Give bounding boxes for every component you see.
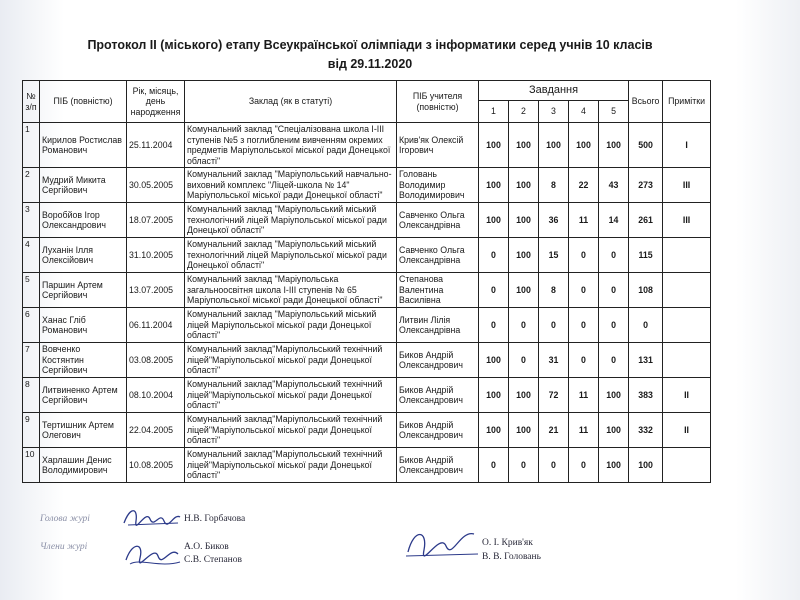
task-score: 11 [569, 378, 599, 413]
task-score: 21 [539, 413, 569, 448]
total-score: 0 [629, 308, 663, 343]
placement-note [663, 308, 711, 343]
table-row [23, 343, 711, 378]
table-row [23, 123, 711, 168]
teacher-name: Биков Андрій Олександрович [397, 413, 479, 448]
placement-note: II [663, 378, 711, 413]
header-name: ПІБ (повністю) [40, 81, 127, 123]
school-name: Комунальний заклад "Маріупольський міський технологічний ліцей Маріупольської міської ради Донецької області" [185, 238, 397, 273]
table-row [23, 378, 711, 413]
task-score: 0 [479, 238, 509, 273]
total-score: 332 [629, 413, 663, 448]
student-name: Мудрий Микита Сергійович [40, 168, 127, 203]
row-number: 7 [23, 343, 40, 378]
task-score: 43 [599, 168, 629, 203]
task-score: 14 [599, 203, 629, 238]
row-number: 2 [23, 168, 40, 203]
student-name: Ханас Гліб Романович [40, 308, 127, 343]
total-score: 383 [629, 378, 663, 413]
task-score: 100 [479, 413, 509, 448]
task-score: 100 [509, 378, 539, 413]
table-row [23, 273, 711, 308]
header-school: Заклад (як в статуті) [185, 81, 397, 123]
placement-note [663, 343, 711, 378]
total-score: 261 [629, 203, 663, 238]
header-notes: Примітки [663, 81, 711, 123]
birth-date: 03.08.2005 [127, 343, 185, 378]
task-score: 0 [539, 448, 569, 483]
task-score: 36 [539, 203, 569, 238]
member-name: О. І. Крив'як [482, 538, 533, 548]
placement-note [663, 273, 711, 308]
task-score: 11 [569, 413, 599, 448]
head-label: Голова журі [40, 514, 90, 524]
teacher-name: Биков Андрій Олександрович [397, 343, 479, 378]
header-task-number: 2 [509, 101, 539, 123]
task-score: 0 [569, 343, 599, 378]
header-num: № з/п [23, 81, 40, 123]
task-score: 8 [539, 273, 569, 308]
total-score: 131 [629, 343, 663, 378]
school-name: Комунальний заклад"Маріупольський технічний ліцей"Маріупольської міської ради Донецької області" [185, 413, 397, 448]
task-score: 100 [599, 413, 629, 448]
birth-date: 22.04.2005 [127, 413, 185, 448]
task-score: 0 [599, 273, 629, 308]
head-signature [120, 503, 184, 529]
school-name: Комунальний заклад "Спеціалізована школа І-ІІІ ступенів №5 з поглибленим вивченням окремих предметів Маріупольської міської ради Донецької області" [185, 123, 397, 168]
teacher-name: Головань Володимир Володимирович [397, 168, 479, 203]
total-score: 108 [629, 273, 663, 308]
task-score: 72 [539, 378, 569, 413]
teacher-name: Степанова Валентина Василівна [397, 273, 479, 308]
student-name: Харлашин Денис Володимирович [40, 448, 127, 483]
results-table [22, 80, 711, 483]
header-task-number: 4 [569, 101, 599, 123]
task-score: 0 [599, 308, 629, 343]
task-score: 31 [539, 343, 569, 378]
task-score: 8 [539, 168, 569, 203]
task-score: 100 [509, 238, 539, 273]
birth-date: 31.10.2005 [127, 238, 185, 273]
task-score: 0 [569, 273, 599, 308]
task-score: 0 [599, 343, 629, 378]
task-score: 100 [479, 123, 509, 168]
table-row [23, 168, 711, 203]
member-name: В. В. Головань [482, 552, 541, 562]
protocol-title [60, 36, 680, 74]
task-score: 0 [569, 448, 599, 483]
birth-date: 13.07.2005 [127, 273, 185, 308]
task-score: 100 [509, 413, 539, 448]
placement-note: III [663, 168, 711, 203]
head-name: Н.В. Горбачова [184, 514, 246, 524]
task-score: 100 [539, 123, 569, 168]
task-score: 0 [479, 448, 509, 483]
total-score: 500 [629, 123, 663, 168]
student-name: Паршин Артем Сергійович [40, 273, 127, 308]
student-name: Литвиненко Артем Сергійович [40, 378, 127, 413]
teacher-name: Биков Андрій Олександрович [397, 378, 479, 413]
task-score: 100 [509, 168, 539, 203]
task-score: 100 [509, 123, 539, 168]
birth-date: 06.11.2004 [127, 308, 185, 343]
school-name: Комунальний заклад"Маріупольський технічний ліцей"Маріупольської міської ради Донецької області" [185, 448, 397, 483]
birth-date: 25.11.2004 [127, 123, 185, 168]
placement-note [663, 238, 711, 273]
table-row [23, 308, 711, 343]
birth-date: 30.05.2005 [127, 168, 185, 203]
header-teacher: ПІБ учителя (повністю) [397, 81, 479, 123]
task-score: 0 [599, 238, 629, 273]
task-score: 0 [539, 308, 569, 343]
table-row [23, 238, 711, 273]
school-name: Комунальний заклад "Маріупольський навчально-виховний комплекс "Ліцей-школа № 14" Маріупольської міської ради Донецької області" [185, 168, 397, 203]
member-signature [400, 522, 480, 562]
task-score: 0 [509, 308, 539, 343]
row-number: 9 [23, 413, 40, 448]
task-score: 0 [479, 308, 509, 343]
task-score: 100 [599, 448, 629, 483]
row-number: 10 [23, 448, 40, 483]
task-score: 0 [569, 238, 599, 273]
member-name: А.О. Биков [184, 542, 229, 552]
birth-date: 18.07.2005 [127, 203, 185, 238]
title-date: від 29.11.2020 [327, 57, 413, 71]
school-name: Комунальний заклад"Маріупольський технічний ліцей"Маріупольської міської ради Донецької області" [185, 343, 397, 378]
student-name: Воробйов Ігор Олександрович [40, 203, 127, 238]
task-score: 100 [479, 343, 509, 378]
row-number: 8 [23, 378, 40, 413]
header-task-number: 5 [599, 101, 629, 123]
student-name: Тертишник Артем Олегович [40, 413, 127, 448]
placement-note: I [663, 123, 711, 168]
header-task-number: 3 [539, 101, 569, 123]
row-number: 6 [23, 308, 40, 343]
birth-date: 08.10.2004 [127, 378, 185, 413]
header-tasks: Завдання [479, 81, 629, 101]
placement-note: II [663, 413, 711, 448]
teacher-name: Биков Андрій Олександрович [397, 448, 479, 483]
member-name: С.В. Степанов [184, 555, 242, 565]
task-score: 100 [569, 123, 599, 168]
total-score: 115 [629, 238, 663, 273]
task-score: 100 [599, 123, 629, 168]
row-number: 5 [23, 273, 40, 308]
placement-note [663, 448, 711, 483]
task-score: 22 [569, 168, 599, 203]
task-score: 100 [509, 273, 539, 308]
task-score: 100 [479, 378, 509, 413]
task-score: 11 [569, 203, 599, 238]
task-score: 0 [509, 448, 539, 483]
task-score: 100 [479, 168, 509, 203]
row-number: 3 [23, 203, 40, 238]
task-score: 100 [599, 378, 629, 413]
teacher-name: Савченко Ольга Олександрівна [397, 238, 479, 273]
placement-note: III [663, 203, 711, 238]
header-dob: Рік, місяць, день народження [127, 81, 185, 123]
header-total: Всього [629, 81, 663, 123]
total-score: 100 [629, 448, 663, 483]
school-name: Комунальний заклад "Маріупольський міський технологічний ліцей Маріупольської міської ради Донецької області" [185, 203, 397, 238]
student-name: Кирилов Ростислав Романович [40, 123, 127, 168]
teacher-name: Литвин Лілія Олександрівна [397, 308, 479, 343]
school-name: Комунальний заклад "Маріупольська загальноосвітня школа І-ІІІ ступенів № 65 Маріупольської міської ради Донецької області" [185, 273, 397, 308]
task-score: 0 [479, 273, 509, 308]
row-number: 1 [23, 123, 40, 168]
table-row [23, 413, 711, 448]
task-score: 0 [509, 343, 539, 378]
members-label: Члени журі [40, 542, 88, 552]
task-score: 15 [539, 238, 569, 273]
birth-date: 10.08.2005 [127, 448, 185, 483]
teacher-name: Савченко Ольга Олександрівна [397, 203, 479, 238]
student-name: Вовченко Костянтин Сергійович [40, 343, 127, 378]
teacher-name: Крив'як Олексій Ігорович [397, 123, 479, 168]
member-signature [120, 532, 184, 572]
school-name: Комунальний заклад "Маріупольський міський ліцей Маріупольської міської ради Донецької області" [185, 308, 397, 343]
header-task-number: 1 [479, 101, 509, 123]
task-score: 100 [479, 203, 509, 238]
table-row [23, 448, 711, 483]
task-score: 100 [509, 203, 539, 238]
table-row [23, 203, 711, 238]
school-name: Комунальний заклад"Маріупольський технічний ліцей"Маріупольської міської ради Донецької області" [185, 378, 397, 413]
student-name: Луханін Ілля Олексійович [40, 238, 127, 273]
results-body [23, 123, 711, 483]
title-line-1: Протокол ІІ (міського) етапу Всеукраїнської олімпіади з інформатики серед учнів 10 класів [87, 38, 653, 52]
total-score: 273 [629, 168, 663, 203]
row-number: 4 [23, 238, 40, 273]
task-score: 0 [569, 308, 599, 343]
